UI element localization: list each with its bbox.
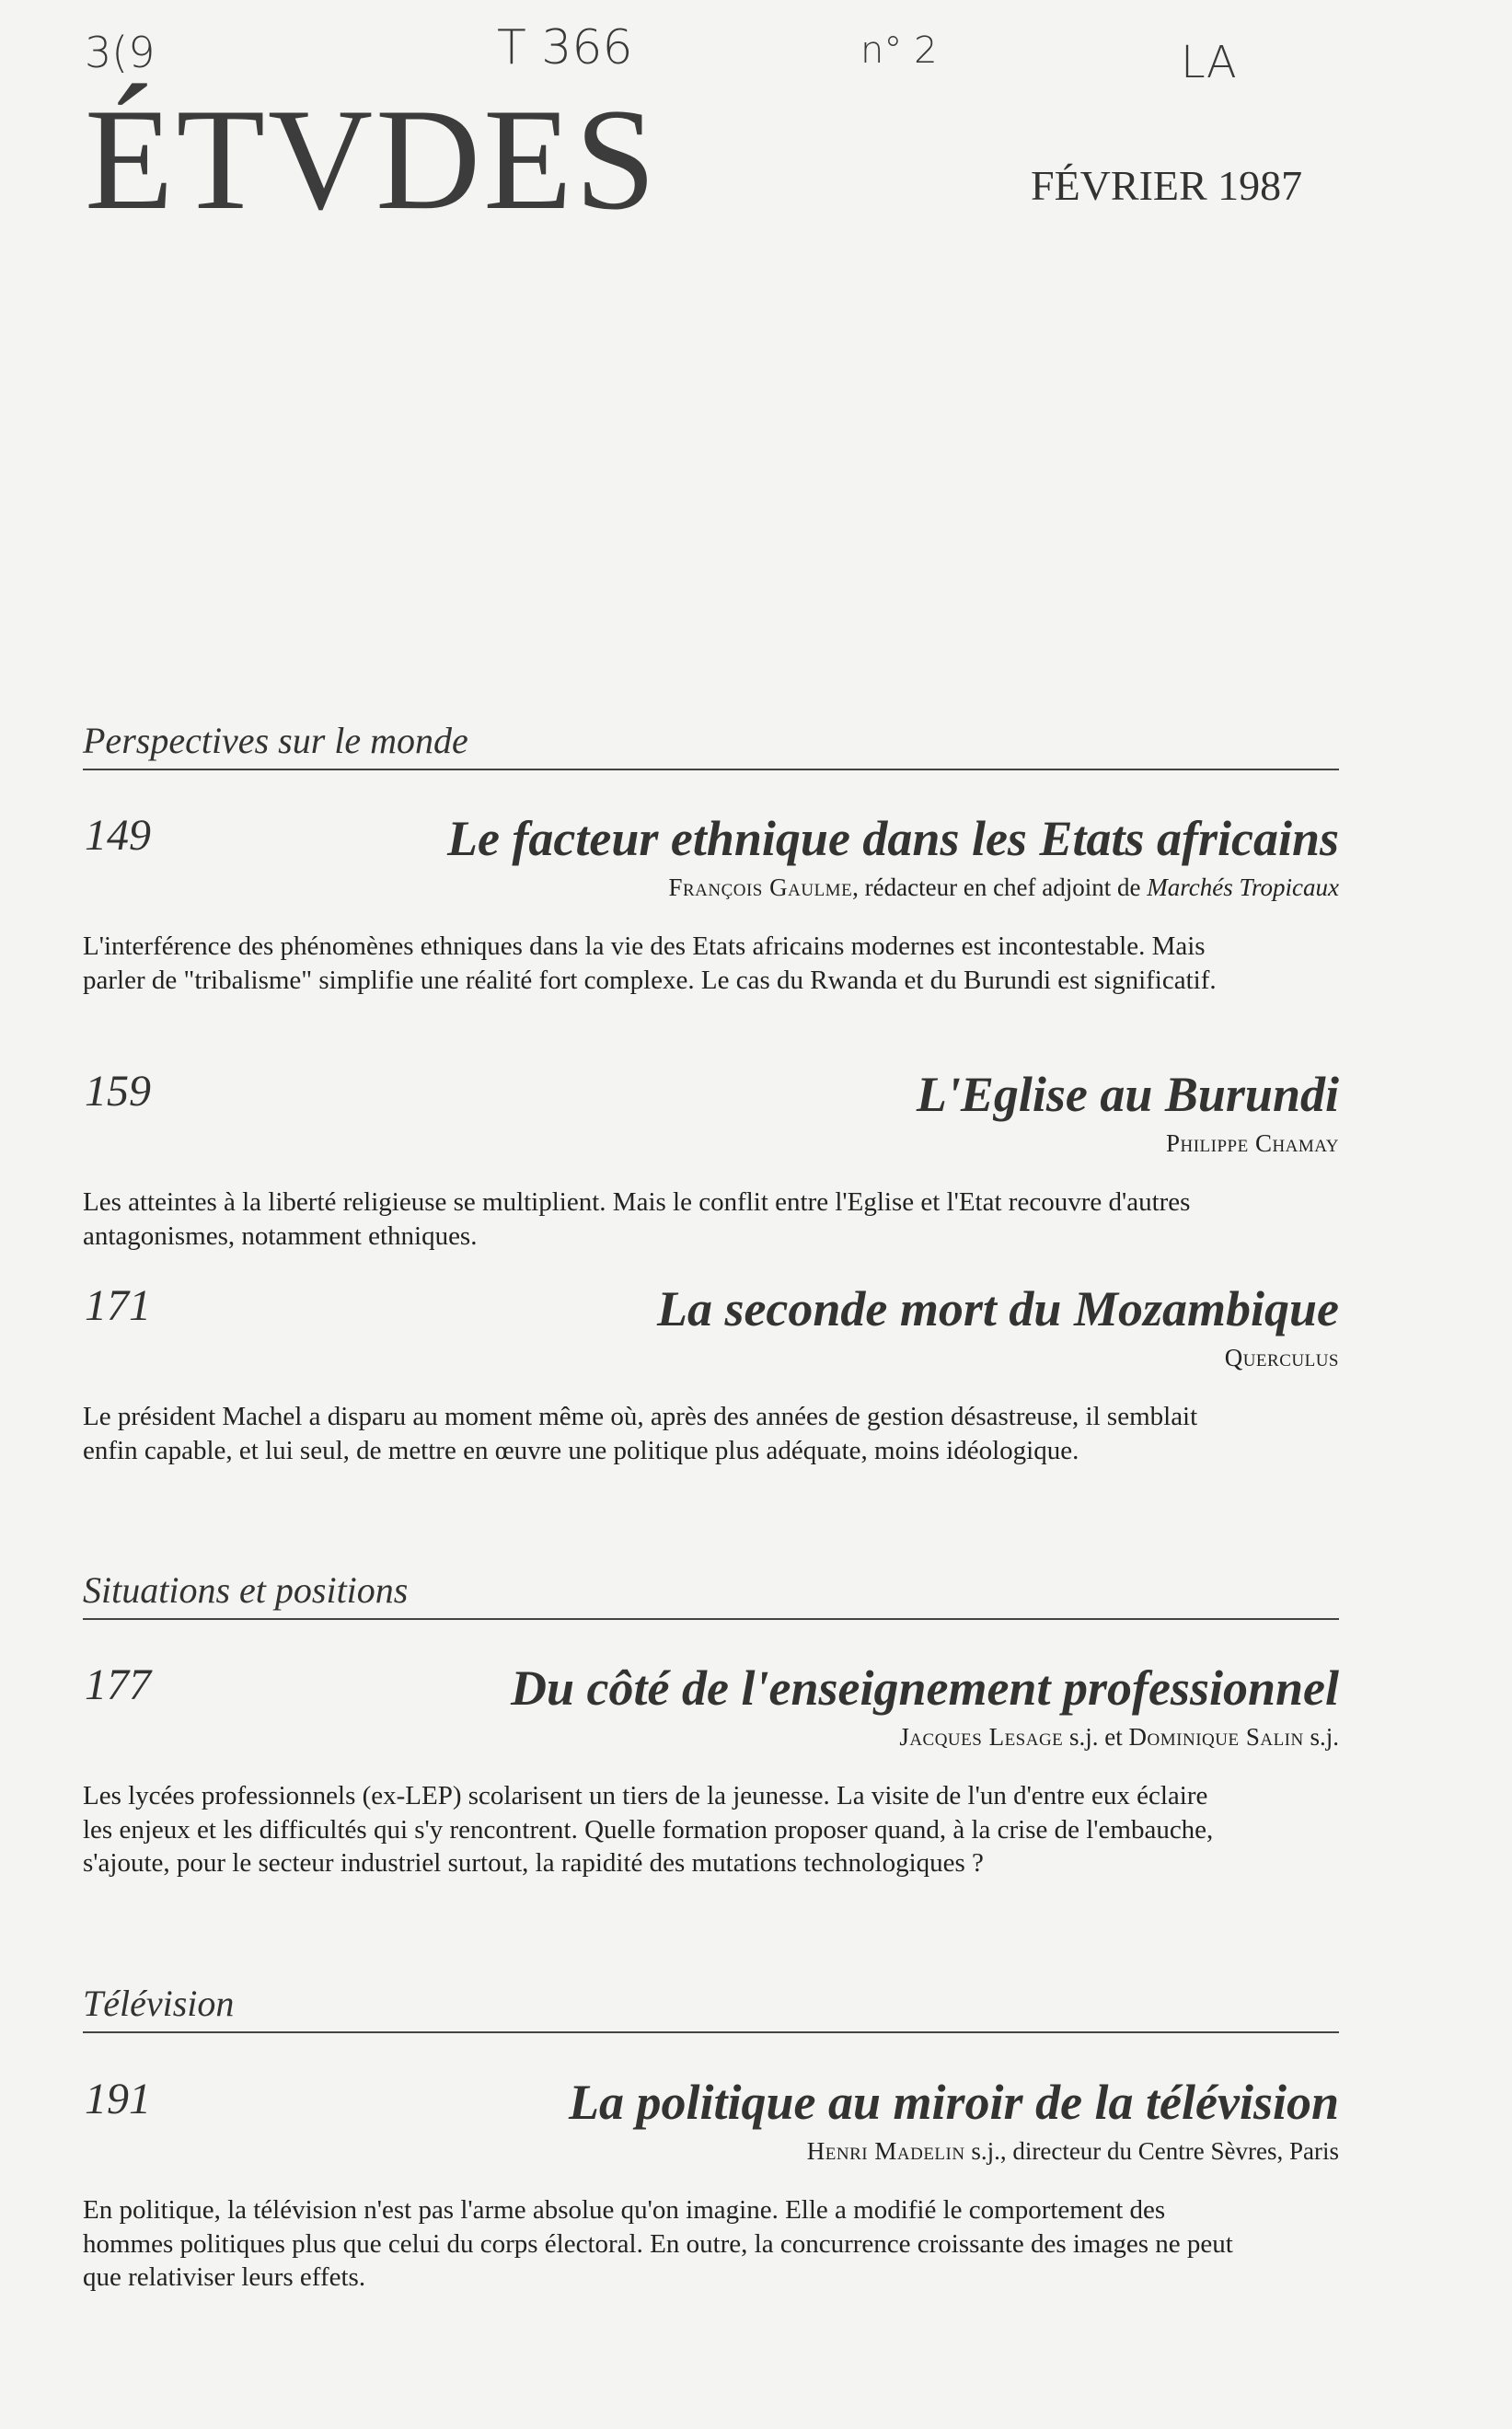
- page-number: 149: [85, 811, 151, 860]
- author-name: Philippe Chamay: [1165, 1129, 1339, 1157]
- byline: [83, 1128, 1339, 1160]
- author-note: , rédacteur en chef adjoint de: [852, 873, 1148, 901]
- author-note: s.j., directeur du Centre Sèvres, Paris: [964, 2137, 1339, 2165]
- author-name: Henri Madelin: [806, 2137, 965, 2165]
- publication-name: Marchés Tropicaux: [1147, 873, 1339, 901]
- toc-entry[interactable]: [83, 1068, 1339, 1253]
- article-title[interactable]: L'Eglise au Burundi: [916, 1067, 1339, 1122]
- section-title: Perspectives sur le monde: [83, 720, 468, 761]
- handwritten-note: 3(9: [85, 28, 156, 77]
- article-summary: Les atteintes à la liberté religieuse se multiplient. Mais le conflit entre l'Eglise et l'Etat recouvre d'autres antagonismes, notamment ethniques.: [83, 1186, 1191, 1251]
- author-note: s.j. et: [1063, 1723, 1129, 1751]
- issue-date: FÉVRIER 1987: [1031, 162, 1303, 209]
- handwritten-note: T 366: [497, 20, 633, 75]
- section-title: Situations et positions: [83, 1569, 409, 1611]
- article-summary: Le président Machel a disparu au moment même où, après des années de gestion désastreuse, il semblait enfin capable, et lui seul, de mettre en œuvre une politique plus adéquate, moins idéologique.: [83, 1401, 1198, 1465]
- author-name: François Gaulme: [668, 873, 853, 901]
- page-number: 171: [85, 1281, 151, 1330]
- article-summary: En politique, la télévision n'est pas l'arme absolue qu'on imagine. Elle a modifié le comportement des hommes politiques plus que celui du corps électoral. En outre, la concurrence croissante des images ne peut que relativiser leurs effets.: [83, 2194, 1233, 2293]
- article-title[interactable]: Le facteur ethnique dans les Etats africains: [446, 811, 1339, 866]
- section-header: [83, 720, 1339, 770]
- section-header: [83, 1569, 1339, 1620]
- article-title[interactable]: La seconde mort du Mozambique: [656, 1281, 1339, 1336]
- journal-title: ÉTVDES: [85, 79, 659, 240]
- article-title[interactable]: La politique au miroir de la télévision: [569, 2075, 1339, 2130]
- author-name: Jacques Lesage: [899, 1723, 1064, 1751]
- section-header: [83, 1985, 1339, 2033]
- article-summary: Les lycées professionnels (ex-LEP) scolarisent un tiers de la jeunesse. La visite de l'un d'entre eux éclaire les enjeux et les difficultés qui s'y rencontrent. Quelle formation proposer quand, à la crise de l'embauche, s'ajoute, pour le secteur industriel surtout, la rapidité des mutations technologiques ?: [83, 1780, 1214, 1879]
- article-title[interactable]: Du côté de l'enseignement professionnel: [511, 1660, 1339, 1716]
- author-name: Querculus: [1224, 1344, 1339, 1371]
- toc-entry[interactable]: [83, 1661, 1339, 1880]
- byline: [83, 873, 1339, 904]
- byline: [83, 1722, 1339, 1753]
- article-summary: L'interférence des phénomènes ethniques dans la vie des Etats africains modernes est incontestable. Mais parler de "tribalisme" simplifie une réalité fort complexe. Le cas du Rwanda et du Burundi est significatif.: [83, 931, 1217, 995]
- toc-entry[interactable]: [83, 812, 1339, 997]
- handwritten-note: n° 2: [860, 29, 938, 72]
- page-number: 191: [85, 2075, 151, 2123]
- byline: [83, 2136, 1339, 2168]
- byline: [83, 1343, 1339, 1374]
- toc-entry[interactable]: [83, 1282, 1339, 1467]
- author-note: s.j.: [1303, 1723, 1339, 1751]
- page-number: 177: [85, 1660, 151, 1709]
- toc-entry[interactable]: [83, 2076, 1339, 2295]
- page-number: 159: [85, 1067, 151, 1116]
- section-title: Télévision: [83, 1983, 235, 2024]
- handwritten-note: LA: [1181, 37, 1237, 88]
- author-name: Dominique Salin: [1128, 1723, 1304, 1751]
